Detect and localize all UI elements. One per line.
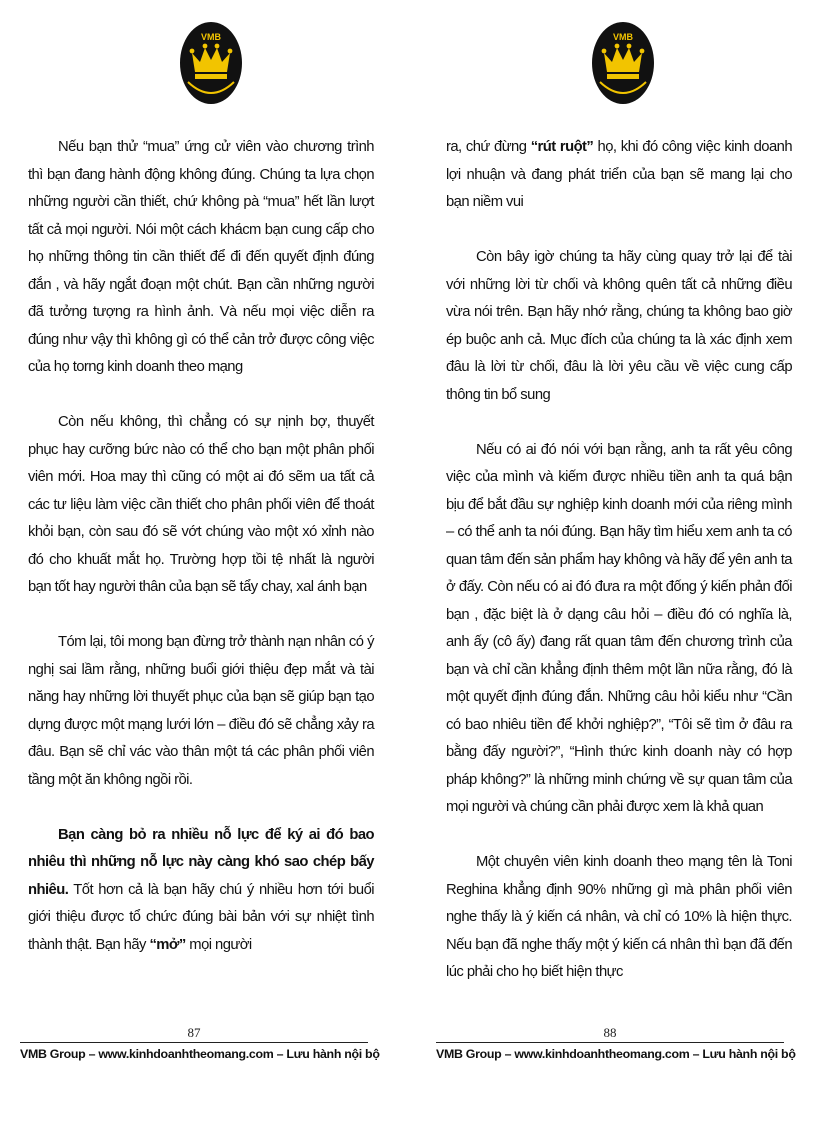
- paragraph-start: ra, chứ đừng: [446, 139, 531, 155]
- page-number: 87: [187, 1025, 201, 1040]
- paragraph: Tóm lại, tôi mong bạn đừng trở thành nạn nhân có ý nghị sai lầm rằng, những buổi giới thiệu đẹp mắt và tài năng hay những lời thuyết phục của bạn sẽ giúp bạn tạo dựng được một mạng lưới lớn – điều đó sẽ chẳng xảy ra đâu. Bạn sẽ chỉ vác vào thân một tá các phân phối viên tầng một ăn không ngồi rồi.: [28, 634, 374, 788]
- vmb-logo-icon: [590, 20, 656, 106]
- paragraph-text: Tốt hơn cả là bạn hãy chú ý nhiều hơn tới buổi giới thiệu được tổ chức đúng bài bản với sự nhiệt tình thành thật. Bạn hãy: [28, 881, 374, 953]
- paragraph: [446, 134, 792, 217]
- paragraph: Còn nếu không, thì chẳng có sự nịnh bợ, thuyết phục hay cưỡng bức nào có thể cho bạn một phân phối viên mới. Hoa may thì cũng có một ai đó sẽm ua tất cả các tư liệu làm việc cần thiết cho phân phối viên để thoát khỏi bạn, còn sau đó sẽ vớt chúng vào một xó xỉnh nào đó cho khuất mắt họ. Trường hợp tồi tệ nhất là người bạn tốt hay người thân của bạn sẽ tẩy chay, xal ánh bạn: [28, 414, 374, 595]
- bold-word: “rút ruột”: [530, 139, 594, 155]
- left-page-body: [28, 134, 374, 987]
- paragraph: [28, 822, 374, 960]
- vmb-logo-icon: [178, 20, 244, 106]
- paragraph: Một chuyên viên kinh doanh theo mạng tên là Toni Reghina khẳng định 90% những gì mà phân phối viên nghe thấy là ý kiến cá nhân, và chỉ có 10% là hiện thực. Nếu bạn đã nghe thấy một ý kiến cá nhân thì bạn đã đến lúc phải cho họ biết hiện thực: [446, 854, 792, 980]
- paragraph-tail: mọi người: [185, 936, 252, 953]
- bold-lead: Bạn càng bỏ ra nhiều nỗ lực để ký ai đó bao nhiêu thì những nỗ lực này càng khó sao chép bấy nhiêu.: [28, 826, 374, 898]
- page-number: 88: [603, 1025, 617, 1040]
- left-page: [12, 0, 392, 1123]
- footer-text: VMB Group – www.kinhdoanhtheomang.com – Lưu hành nội bộ: [436, 1047, 796, 1061]
- footer-divider: [436, 1042, 784, 1043]
- footer-text: VMB Group – www.kinhdoanhtheomang.com – Lưu hành nội bộ: [20, 1047, 380, 1061]
- paragraph-end: họ, khi đó công việc kinh doanh lợi nhuận và đang phát triển của bạn sẽ mang lại cho bạn niềm vui: [446, 139, 793, 210]
- paragraph: Nếu có ai đó nói với bạn rằng, anh ta rất yêu công việc của mình và kiếm được nhiều tiền anh ta quá bận bịu để bắt đầu sự nghiệp kinh doanh mới của riêng mình – có thể anh ta nói đúng. Bạn hãy tìm hiểu xem anh ta có quan tâm đến sản phẩm hay không và hãy để yên anh ta ở đấy. Còn nếu có ai đó đưa ra một đống ý kiến phản đối bạn , đặc biệt là ở dạng câu hỏi – điều đó có nghĩa là, anh ấy (cô ấy) đang rất quan tâm đến chương trình của bạn và chỉ cần khẳng định thêm một lần nữa rằng, đó là một quyết định đúng đắn. Những câu hỏi kiểu như “Cần có bao nhiêu tiền để khởi nghiệp?”, “Tôi sẽ tìm ở đâu ra bằng đấy người?”, “Hình thức kinh doanh này có hợp pháp không?” là những minh chứng về sự quan tâm của mọi người và chúng cần phải được xem là khả quan: [446, 441, 792, 815]
- right-page: [428, 0, 808, 1123]
- right-page-body: [446, 134, 792, 1014]
- footer-divider: [20, 1042, 368, 1043]
- paragraph: Nếu bạn thử “mua” ứng cử viên vào chương trình thì bạn đang hành động không đúng. Chúng ta lựa chọn những người cần thiết, chứ không pà “mua” hết lần lượt tất cả mọi người. Nói một cách khácm bạn cung cấp cho họ những thông tin cần thiết để đi đến quyết định đúng đắn , và hãy ngắt đoạn một chút. Bạn cần những người đã tưởng tượng ra hình ảnh. Và nếu mọi việc diễn ra đúng như vậy thì không gì có thể cản trở được công việc của họ torng kinh doanh theo mạng: [28, 139, 374, 375]
- paragraph: Còn bây igờ chúng ta hãy cùng quay trở lại để tài với những lời từ chối và không quên tất cả những điều vừa nói trên. Bạn hãy nhớ rằng, chúng ta không bao giờ ép buộc anh cả. Mục đích của chúng ta là xác định xem đâu là lời từ chối, đâu là lời yêu cầu về việc cung cấp thông tin bổ sung: [446, 249, 792, 403]
- bold-word: “mở”: [149, 936, 186, 953]
